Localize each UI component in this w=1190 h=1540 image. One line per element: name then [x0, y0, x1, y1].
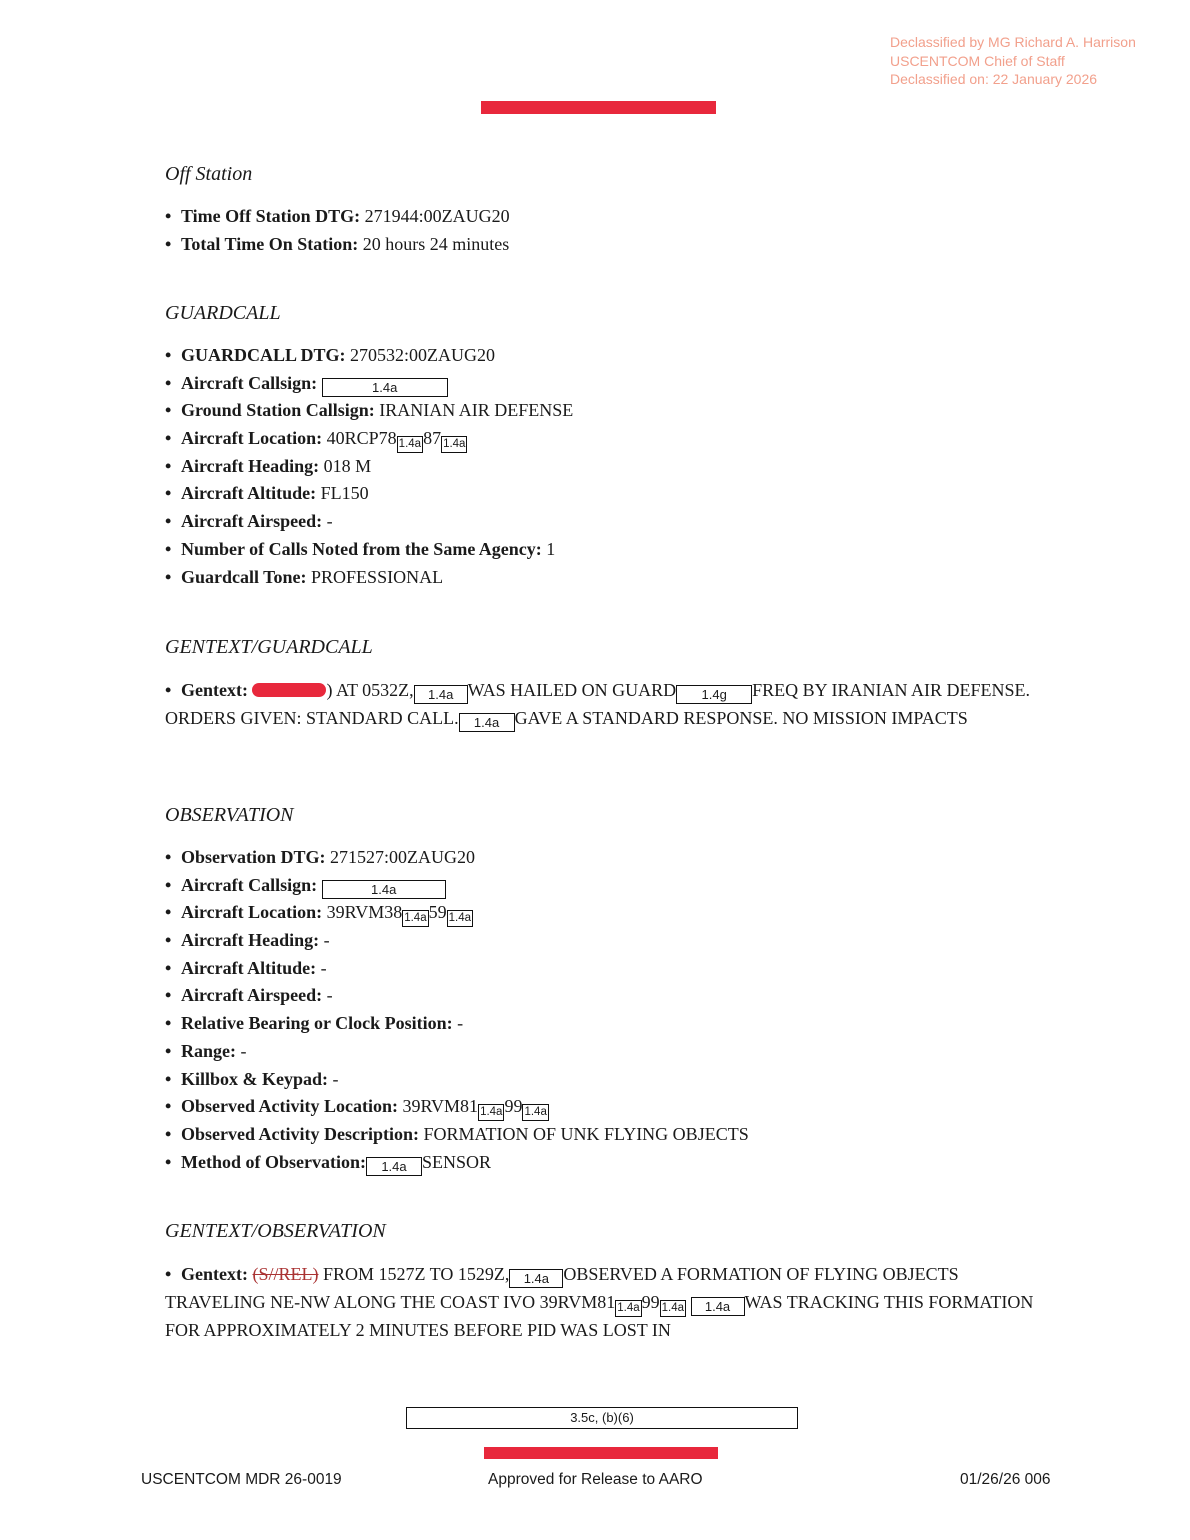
field-label: Observed Activity Description:	[181, 1123, 419, 1144]
stamp-line-2: USCENTCOM Chief of Staff	[890, 52, 1065, 69]
list-item: • Aircraft Callsign: 1.4a	[165, 872, 749, 900]
field-value: 270532:00ZAUG20	[350, 345, 496, 365]
gentext-guardcall-heading: GENTEXT/GUARDCALL	[165, 636, 373, 658]
redaction-box: 1.4g	[676, 685, 752, 704]
list-item: • Aircraft Location: 40RCP78 1.4a 87 1.4a	[165, 425, 573, 453]
field-label: Aircraft Altitude:	[181, 957, 317, 978]
redaction-box: 1.4a	[522, 1104, 548, 1121]
redaction-box: 1.4a	[441, 436, 467, 453]
field-value: 018 M	[323, 455, 372, 476]
list-item: • Ground Station Callsign: IRANIAN AIR DEFENSE	[165, 400, 574, 421]
list-item: • Observation DTG: 271527:00ZAUG20	[165, 847, 476, 867]
paragraph-text: OBSERVED A FORMATION OF FLYING OBJECTS TRAVELING NE-NW ALONG THE COAST IVO 39RVM81	[165, 1264, 959, 1312]
redaction-box: 1.4a	[691, 1297, 745, 1316]
field-label: Ground Station Callsign:	[181, 400, 375, 421]
red-redaction-mark	[252, 683, 326, 697]
field-value: SENSOR	[421, 1151, 492, 1172]
off-station-heading: Off Station	[165, 163, 253, 185]
list-item: • Time Off Station DTG: 271944:00ZAUG20	[165, 206, 510, 226]
field-label: Number of Calls Noted from the Same Agency:	[181, 538, 542, 559]
redaction-box: 1.4a	[366, 1157, 422, 1176]
field-label: Gentext:	[181, 680, 248, 700]
redaction-box: 1.4a	[414, 685, 468, 704]
field-value: PROFESSIONAL	[311, 566, 444, 587]
list-item: • GUARDCALL DTG: 270532:00ZAUG20	[165, 345, 496, 365]
field-value: -	[326, 511, 333, 532]
list-item: • Killbox & Keypad: -	[165, 1068, 339, 1089]
list-item: • Number of Calls Noted from the Same Agency: 1	[165, 538, 556, 559]
redaction-box: 1.4a	[478, 1104, 504, 1121]
field-label: Method of Observation:	[181, 1151, 366, 1172]
redaction-box: 1.4a	[322, 880, 446, 899]
field-label: Aircraft Callsign:	[181, 874, 318, 895]
field-value: 99	[504, 1096, 523, 1117]
redaction-box: 1.4a	[397, 436, 423, 453]
field-value: 40RCP78	[326, 428, 397, 449]
field-value: 39RVM81	[402, 1096, 479, 1117]
paragraph-text: WAS TRACKING THIS FORMATION FOR APPROXIMATELY 2 MINUTES BEFORE PID WAS LOST IN	[165, 1291, 1034, 1340]
field-label: Aircraft Callsign:	[181, 372, 318, 393]
paragraph-text: GAVE A STANDARD RESPONSE. NO MISSION IMPACTS	[514, 707, 968, 728]
list-item: • Aircraft Heading: -	[165, 930, 330, 951]
paragraph-text: FROM 1527Z TO 1529Z,	[322, 1264, 510, 1284]
list-item: • Observed Activity Location: 39RVM81 1.4a 99 1.4a	[165, 1093, 749, 1121]
field-label: Aircraft Airspeed:	[181, 985, 323, 1006]
footer-left: USCENTCOM MDR 26-0019	[141, 1471, 342, 1488]
field-label: Guardcall Tone:	[181, 566, 307, 587]
field-value: FORMATION OF UNK FLYING OBJECTS	[423, 1123, 749, 1144]
field-label: Range:	[181, 1040, 236, 1061]
field-label: Killbox & Keypad:	[181, 1068, 329, 1089]
gentext-guardcall-paragraph: • Gentext: ) AT 0532Z, 1.4a WAS HAILED ON GUARD 1.4g FREQ BY IRANIAN AIR DEFENSE. ORDERS GIVEN: STANDARD CALL. 1.4a GAVE A STANDARD RESPONSE. NO MISSION IMPACTS	[165, 680, 1031, 730]
paragraph-text: WAS HAILED ON GUARD	[467, 680, 677, 700]
list-item: • Aircraft Altitude: FL150	[165, 483, 369, 504]
off-station-list	[165, 203, 510, 258]
paragraph-text: 99	[641, 1291, 660, 1312]
field-label: Observed Activity Location:	[181, 1096, 398, 1117]
stamp-line-1: Declassified by MG Richard A. Harrison	[890, 34, 1136, 50]
field-value: 1	[546, 538, 556, 559]
field-value: IRANIAN AIR DEFENSE	[379, 400, 574, 421]
field-label: Aircraft Airspeed:	[181, 511, 323, 532]
list-item: • Aircraft Airspeed: -	[165, 985, 333, 1006]
guardcall-heading: GUARDCALL	[165, 302, 281, 324]
field-value: FL150	[320, 483, 369, 504]
footer-right: 01/26/26 006	[960, 1471, 1051, 1488]
paragraph-text: FREQ BY IRANIAN AIR DEFENSE. ORDERS GIVEN: STANDARD CALL.	[165, 680, 1031, 728]
redaction-box: 1.4a	[447, 910, 473, 927]
gentext-observation-heading: GENTEXT/OBSERVATION	[165, 1220, 386, 1242]
field-label: Gentext:	[181, 1264, 248, 1284]
list-item: • Relative Bearing or Clock Position: -	[165, 1013, 464, 1034]
field-value: -	[240, 1040, 247, 1061]
gentext-observation-paragraph: • Gentext: (S//REL) FROM 1527Z TO 1529Z, 1.4a OBSERVED A FORMATION OF FLYING OBJECTS TRAVELING NE-NW ALONG THE COAST IVO 39RVM81 1.4a 99 1.4a 1.4a WAS TRACKING THIS FORMATION FOR APPROXIMATELY 2 MINUTES BEFORE PID WAS LOST IN	[165, 1264, 1034, 1340]
top-redaction-bar	[481, 101, 716, 114]
paragraph-text: ) AT 0532Z,	[326, 680, 414, 700]
observation-list	[165, 844, 749, 1176]
field-label: Total Time On Station:	[181, 233, 359, 254]
classification-marking: (S//REL)	[252, 1264, 319, 1284]
declassification-stamp	[890, 33, 1136, 89]
redaction-box: 1.4a	[615, 1300, 641, 1317]
field-label: Observation DTG:	[181, 847, 326, 867]
field-label: Time Off Station DTG:	[181, 206, 361, 226]
exemption-box: 3.5c, (b)(6)	[406, 1407, 798, 1429]
field-value: -	[326, 985, 333, 1006]
list-item: • Method of Observation: 1.4a SENSOR	[165, 1151, 492, 1174]
field-value: 271944:00ZAUG20	[364, 206, 510, 226]
field-value: -	[457, 1013, 464, 1034]
field-label: Aircraft Altitude:	[181, 483, 317, 504]
field-label: Relative Bearing or Clock Position:	[181, 1013, 453, 1034]
redaction-box: 1.4a	[459, 713, 515, 732]
stamp-line-3: Declassified on: 22 January 2026	[890, 71, 1098, 87]
field-label: Aircraft Heading:	[181, 930, 320, 951]
redaction-box: 1.4a	[509, 1269, 563, 1288]
list-item: • Aircraft Altitude: -	[165, 957, 327, 978]
field-value: -	[320, 957, 327, 978]
list-item: • Aircraft Heading: 018 M	[165, 455, 372, 476]
list-item: • Guardcall Tone: PROFESSIONAL	[165, 566, 444, 587]
bottom-redaction-bar	[484, 1447, 718, 1459]
field-label: Aircraft Heading:	[181, 455, 320, 476]
guardcall-list	[165, 342, 573, 591]
field-value: 271527:00ZAUG20	[330, 847, 476, 867]
field-value: -	[332, 1068, 339, 1089]
field-label: Aircraft Location:	[181, 902, 323, 923]
list-item: • Range: -	[165, 1040, 247, 1061]
redaction-box: 1.4a	[660, 1300, 686, 1317]
list-item: • Aircraft Location: 39RVM38 1.4a 59 1.4a	[165, 899, 749, 927]
field-value: 59	[428, 902, 447, 923]
field-value: 39RVM38	[326, 902, 403, 923]
observation-heading: OBSERVATION	[165, 804, 294, 826]
footer-center: Approved for Release to AARO	[488, 1471, 703, 1488]
field-value: 20 hours 24 minutes	[362, 233, 510, 254]
field-label: Aircraft Location:	[181, 428, 323, 449]
list-item: • Observed Activity Description: FORMATION OF UNK FLYING OBJECTS	[165, 1123, 749, 1144]
field-value: 87	[423, 428, 442, 449]
list-item: • Total Time On Station: 20 hours 24 minutes	[165, 233, 510, 254]
redaction-box: 1.4a	[402, 910, 428, 927]
list-item: • Aircraft Callsign: 1.4a	[165, 370, 573, 398]
redaction-box: 1.4a	[322, 378, 448, 397]
field-label: GUARDCALL DTG:	[181, 345, 346, 365]
field-value: -	[323, 930, 330, 951]
list-item: • Aircraft Airspeed: -	[165, 511, 333, 532]
